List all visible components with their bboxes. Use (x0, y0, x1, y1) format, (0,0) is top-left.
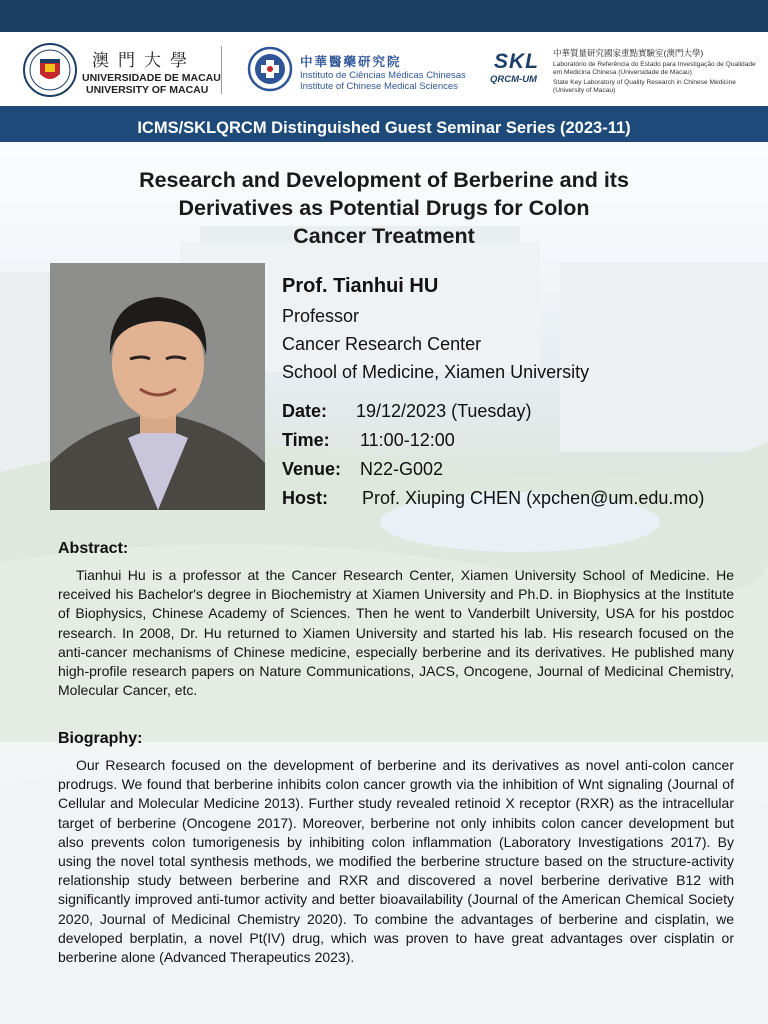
speaker-photo (50, 263, 265, 510)
time-row (282, 426, 762, 455)
skl-english-name: State Key Laboratory of Quality Research in Chinese Medicine (University of Macau) (553, 79, 736, 94)
um-english-name: UNIVERSITY OF MACAU (86, 84, 209, 96)
venue-row (282, 455, 762, 484)
speaker-position: Professor (282, 306, 360, 326)
icms-portuguese-name: Instituto de Ciências Médicas Chinesas (300, 70, 466, 81)
skl-chinese-name: 中華質量研究國家重點實驗室(澳門大學) (553, 48, 704, 58)
skl-sub-logo: QRCM-UM (490, 74, 537, 85)
date-row (282, 397, 762, 426)
venue-value: N22-G002 (360, 459, 444, 479)
date-value: 19/12/2023 (Tuesday) (356, 401, 532, 421)
seminar-details (282, 397, 762, 513)
university-crest-logo (22, 42, 78, 98)
icms-english-name: Institute of Chinese Medical Sciences (300, 81, 458, 92)
logo-header (0, 32, 768, 106)
seminar-series-banner: ICMS/SKLQRCM Distinguished Guest Seminar Series (2023-11) (0, 106, 768, 142)
time-label: Time: (282, 430, 330, 450)
seminar-title (60, 166, 708, 250)
host-row (282, 484, 762, 513)
icms-chinese-name: 中華醫藥研究院 (300, 55, 402, 69)
skl-mark-logo: SKL (494, 50, 539, 73)
biography-heading: Biography: (58, 730, 143, 747)
venue-label: Venue: (282, 459, 342, 479)
title-line-2: Derivatives as Potential Drugs for Colon (178, 196, 590, 220)
date-label: Date: (282, 401, 328, 421)
logo-divider (221, 46, 222, 94)
abstract-text: Tianhui Hu is a professor at the Cancer Research Center, Xiamen University School of Medicine. He received his Bachelor's degree in Biochemistry at Xiamen University and Ph.D. in Biophysics at the Institute of Biophysics, Chinese Academy of Sciences. Then he went to Vanderbilt University, USA for his postdoc research. In 2008, Dr. Hu returned to Xiamen University and started his lab. His research focused on the anti-cancer mechanisms of Chinese medicine, especially berberine and its derivatives. He published many high-profile research papers on Nature Communications, JACS, Oncogene, Journal of Medicinal Chemistry, Molecular Cancer, etc. (58, 567, 734, 699)
time-value: 11:00-12:00 (360, 430, 455, 450)
skl-portuguese-name: Laboratório de Referência do Estado para Investigação de Qualidade em Medicina Chinesa (Universidade de Macau) (553, 61, 756, 76)
speaker-name: Prof. Tianhui HU (282, 275, 439, 297)
host-value: Prof. Xiuping CHEN (xpchen@um.edu.mo) (362, 488, 705, 508)
title-line-3: Cancer Treatment (293, 224, 475, 248)
abstract-heading: Abstract: (58, 540, 129, 557)
biography-text: Our Research focused on the development of berberine and its derivatives as novel anti-colon cancer prodrugs. We found that berberine inhibits colon cancer growth via the inhibition of Wnt signaling (Journal of Cellular and Molecular Medicine 2013). Further study revealed retinoid X receptor (RXR) as the intracellular target of berberine (Oncogene 2017). Moreover, berberine not only inhibits colon cancer development but also prevents colon tumorigenesis by inhibiting colon inflammation (Laboratory Investigations 2017). By using the novel total synthesis methods, we modified the berberine structure based on the structure-activity relationship study between berberine and RXR and discovered a novel berberine derivative B12 with significantly improved anti-tumor activity and better bioavailability (Journal of the American Chemical Society 2020, Journal of Medicinal Chemistry 2020). To combine the advantages of berberine and cisplatin, we developed berplatin, a novel Pt(IV) drug, which was proven to have great advantages over cisplatin or berberine alone (Advanced Therapeutics 2023). (58, 757, 734, 966)
top-bar (0, 0, 768, 32)
um-chinese-name: 澳門大學 (92, 51, 196, 71)
speaker-school: School of Medicine, Xiamen University (282, 362, 590, 382)
speaker-info (282, 272, 762, 386)
um-portuguese-name: UNIVERSIDADE DE MACAU (82, 72, 221, 84)
host-label: Host: (282, 488, 328, 508)
icms-emblem-logo (247, 46, 293, 92)
speaker-department: Cancer Research Center (282, 334, 482, 354)
title-line-1: Research and Development of Berberine and its (139, 168, 629, 192)
